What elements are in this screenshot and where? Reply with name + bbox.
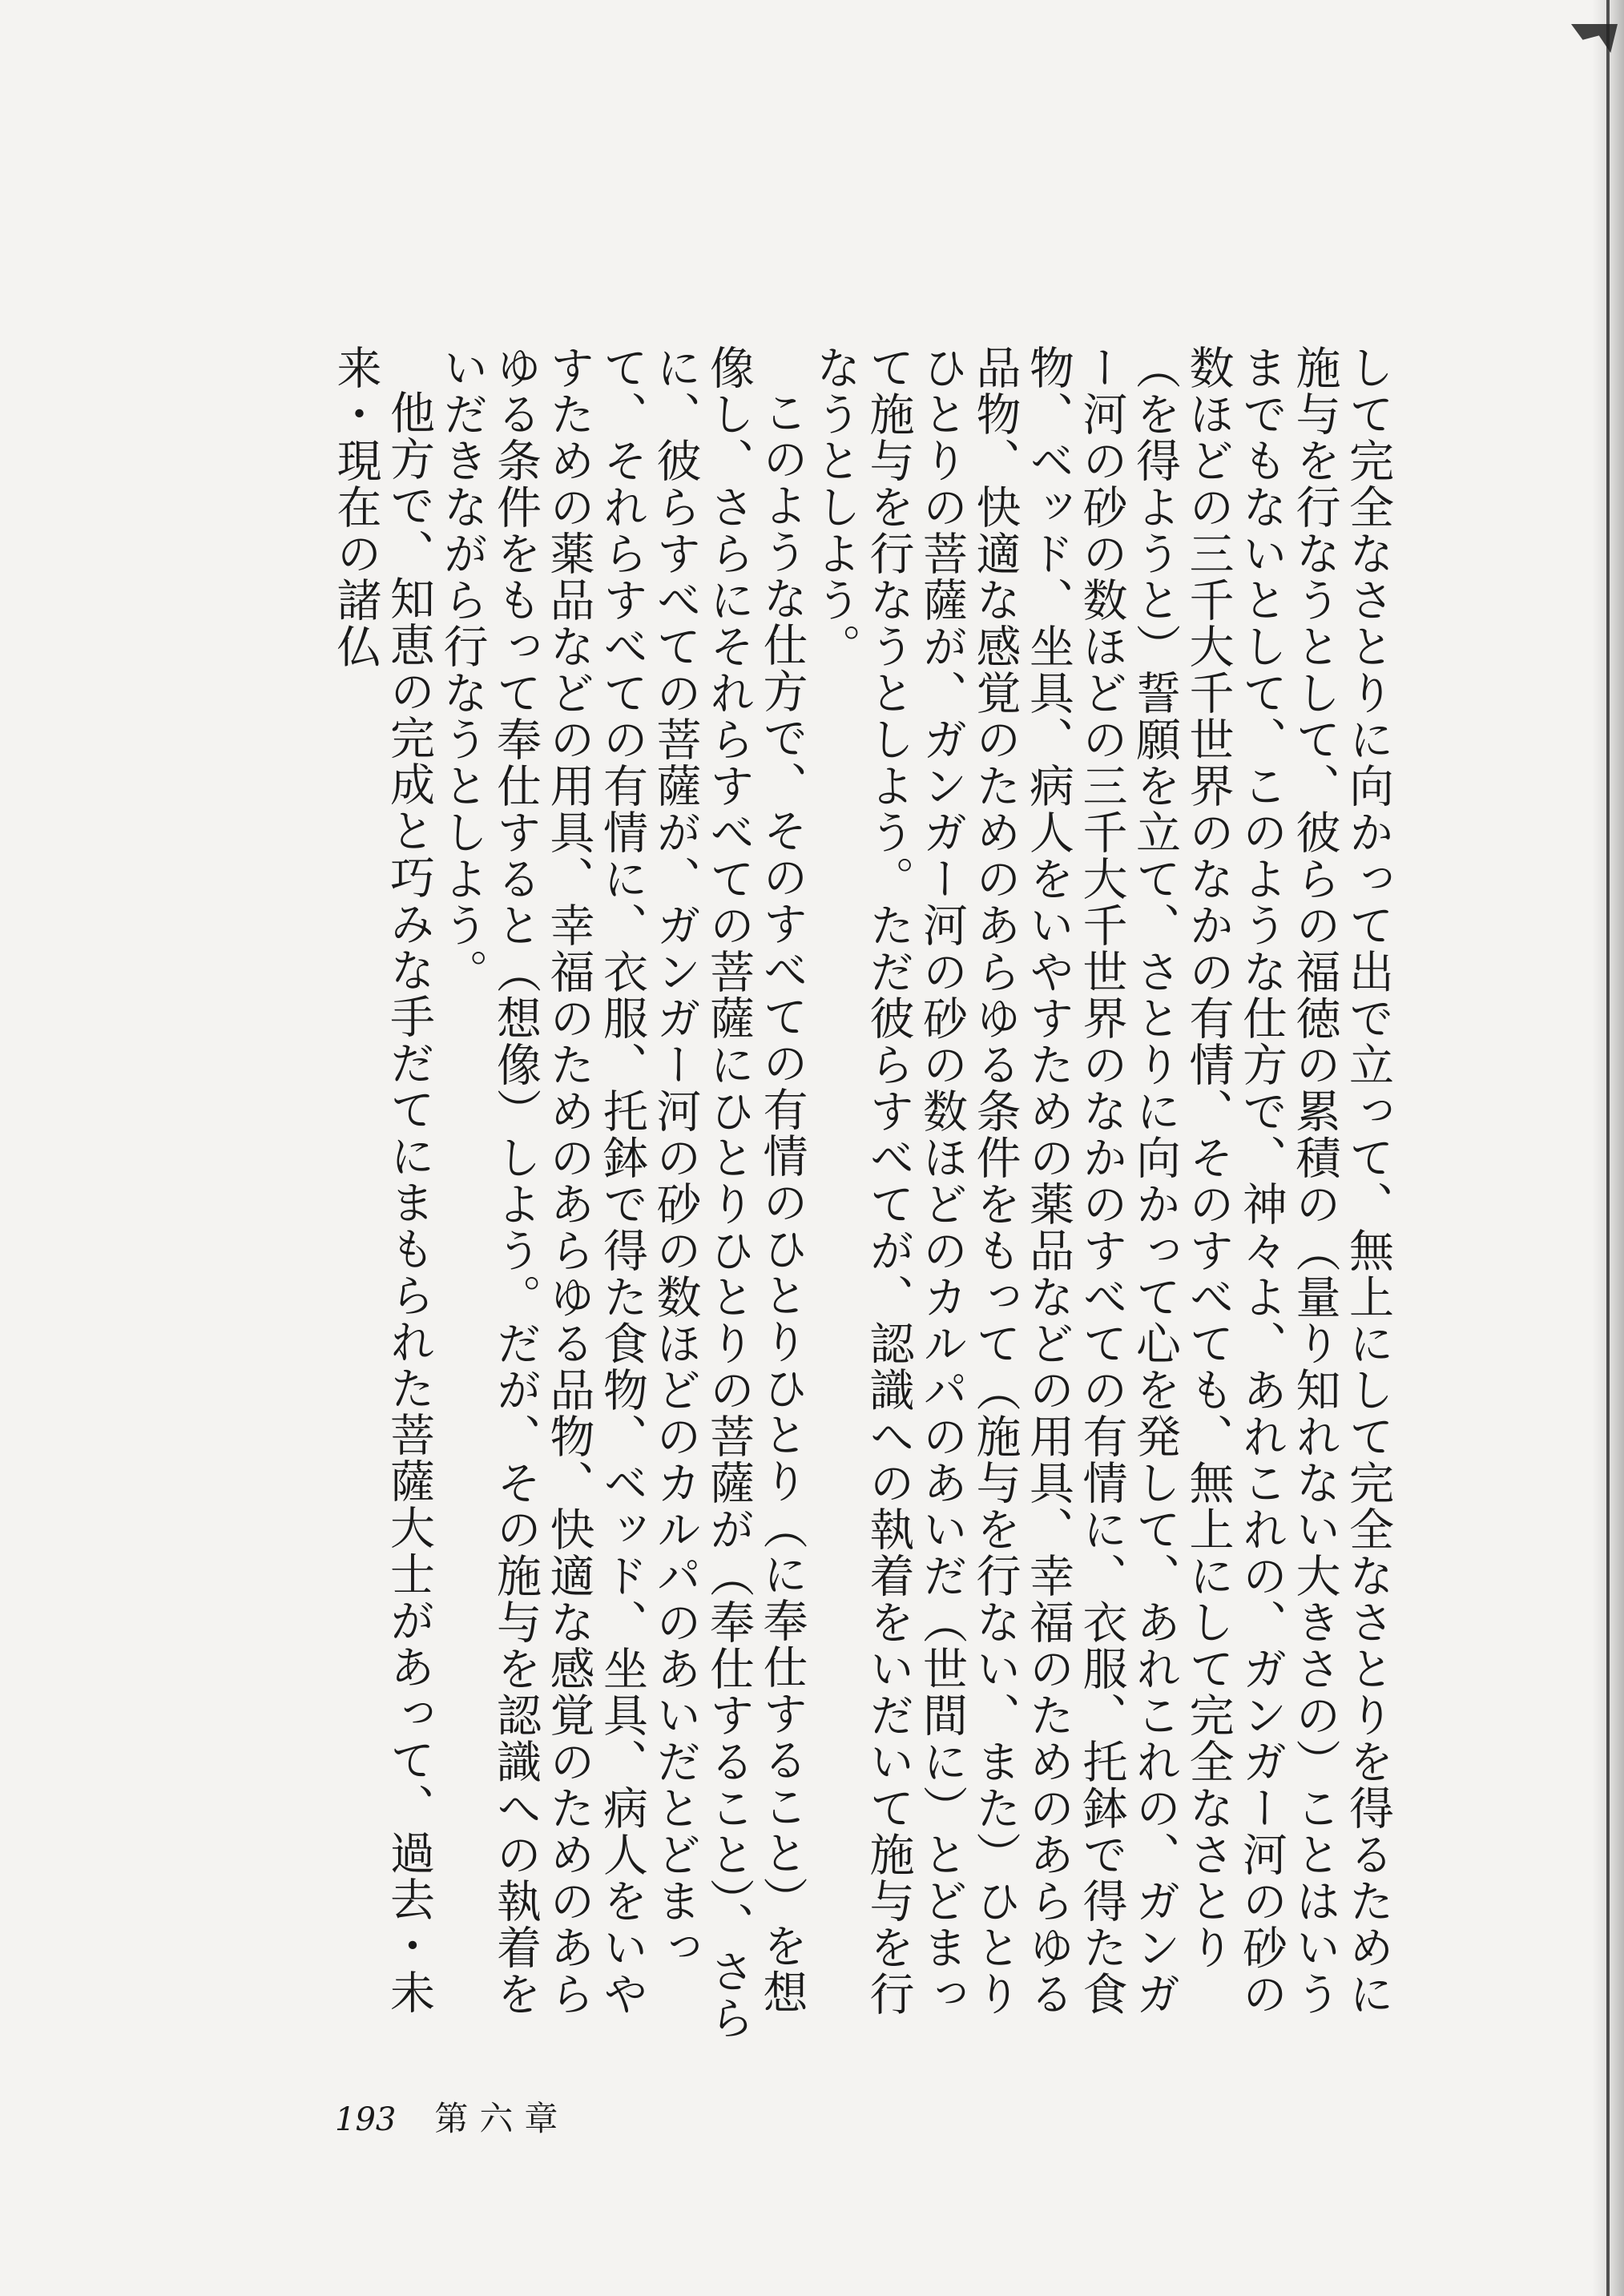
page-number: 193 — [335, 2101, 397, 2138]
paragraph: このような仕方で、そのすべての有情のひとりひとり（に奉仕すること）を想像し、さらにそれらすべての菩薩にひとりひとりの菩薩が（奉仕すること）、さらに、彼らすべての菩薩が、ガンガー河の砂の数ほどのカルパのあいだとどまって、それらすべての有情に、衣服、托鉢で得た食物、ベッド、坐具、病人をいやすための薬品などの用具、幸福のためのあらゆる品物、快適な感覚のためのあらゆる条件をもって奉仕すると（想像）しよう。だが、その施与を認識への執着をいだきながら行なうとしよう。 — [436, 344, 808, 2041]
binding-line — [1606, 0, 1610, 2296]
paragraph: して完全なさとりに向かって出で立って、無上にして完全なさとりを得るために施与を行なうとして、彼らの福徳の累積の（量り知れない大きさの）ことはいうまでもないとして、このような仕方で、神々よ、あれこれの、ガンガー河の砂の数ほどの三千大千世界のなかの有情、そのすべても、無上にして完全なさとり（を得ようと）誓願を立て、さとりに向かって心を発して、あれこれの、ガンガー河の砂の数ほどの三千大千世界のなかのすべての有情に、衣服、托鉢で得た食物、ベッド、坐具、病人をいやすための薬品などの用具、幸福のためのあらゆる品物、快適な感覚のためのあらゆる条件をもって（施与を行ない、また）ひとりひとりの菩薩が、ガンガー河の砂の数ほどのカルパのあいだ（世間に）とどまって施与を行なうとしよう。ただ彼らすべてが、認識への執着をいだいて施与を行なうとしよう。 — [809, 344, 1394, 2017]
vertical-text-body — [328, 344, 1394, 2051]
page-footer — [335, 2093, 569, 2149]
paragraph: 他方で、知恵の完成と巧みな手だてにまもられた菩薩大士があって、過去・未来・現在の諸仏 — [329, 344, 435, 2016]
chapter-title: 第六章 — [434, 2099, 570, 2138]
